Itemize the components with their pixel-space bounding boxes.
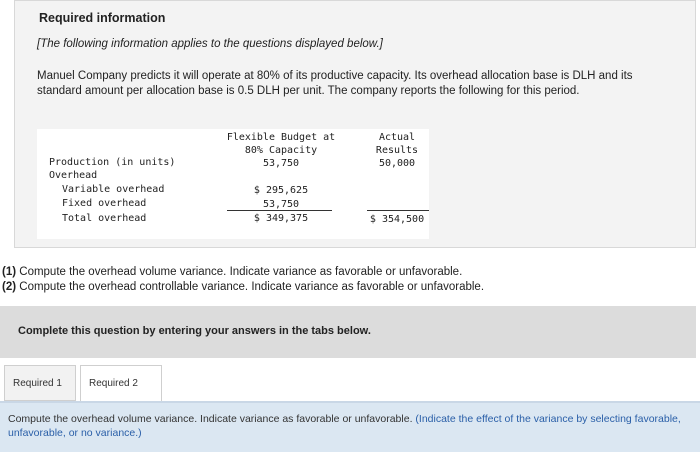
question-1-text: Compute the overhead volume variance. Indicate variance as favorable or unfavorable. [16,266,463,278]
flex-header-line-2: 80% Capacity [244,145,318,156]
tab-required-2[interactable] [80,365,162,401]
info-subtitle: [The following information applies to the questions displayed below.] [37,38,383,50]
answer-instruction-text: Compute the overhead volume variance. Indicate variance as favorable or unfavorable. [8,413,413,425]
total-overhead-actual: $ 354,500 [369,214,425,225]
question-2 [2,281,484,293]
tab-required-1[interactable] [4,365,76,401]
flex-production-units: 53,750 [262,158,300,169]
subtotal-rule [227,210,332,211]
fixed-overhead-label: Fixed overhead [62,198,147,209]
tab-required-1-label: Required 1 [13,378,62,389]
total-overhead-flex: $ 349,375 [253,213,309,224]
flex-header-line-1: Flexible Budget at [226,132,336,143]
actual-subtotal-rule [367,210,429,211]
answer-instruction [8,412,688,440]
variable-overhead-label: Variable overhead [62,184,165,195]
question-list [2,265,692,294]
production-label: Production (in units) [49,157,176,168]
total-overhead-label: Total overhead [62,213,147,224]
question-1 [2,266,462,278]
overhead-label: Overhead [49,170,98,181]
question-2-number: (2) [2,280,17,293]
budget-table [37,129,429,239]
actual-header-line-2: Results [375,145,419,156]
actual-header-line-1: Actual [378,132,416,143]
actual-production-units: 50,000 [378,158,416,169]
answer-hint: (Indicate the effect of the variance by selecting favorable, unfavorable, or no variance.) [8,413,681,439]
fixed-overhead-flex: 53,750 [262,199,300,210]
complete-prompt: Complete this question by entering your answers in the tabs below. [18,325,371,337]
info-paragraph: Manuel Company predicts it will operate at 80% of its productive capacity. Its overhead allocation base is DLH and its standard amount per allocation base is 0.5 DLH per unit. The company reports the following for this period. [37,70,633,97]
question-1-number: (1) [2,266,17,278]
question-2-text: Compute the overhead controllable variance. Indicate variance as favorable or unfavorable. [16,280,485,293]
tab-required-2-label: Required 2 [89,378,138,389]
complete-question-bar [0,306,696,358]
info-title: Required information [39,11,166,25]
answer-instruction-panel [0,401,700,452]
required-information-panel [14,0,696,248]
variable-overhead-flex: $ 295,625 [253,185,309,196]
